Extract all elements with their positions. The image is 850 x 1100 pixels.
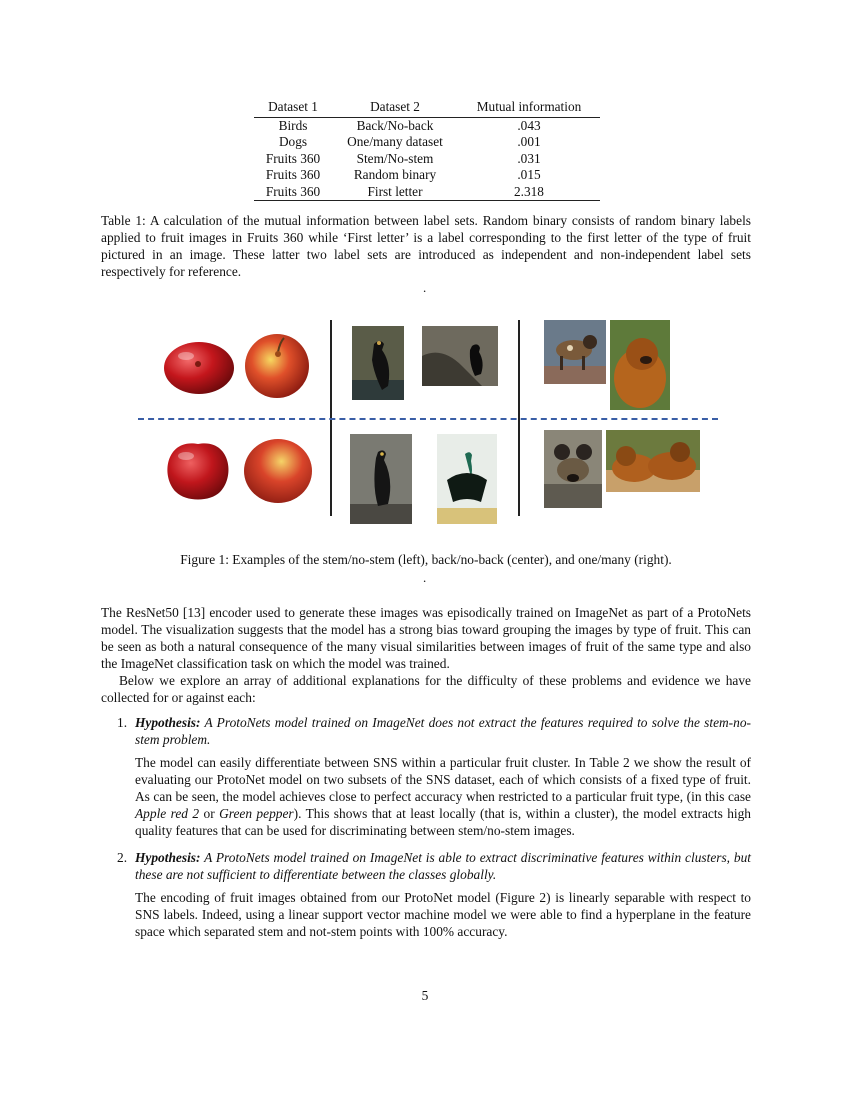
table-row bbox=[254, 184, 600, 201]
table-header-cell: Mutual information bbox=[476, 99, 582, 114]
hypothesis-label: Hypothesis: bbox=[135, 715, 201, 730]
bird-back-image-1 bbox=[352, 326, 404, 400]
table-cell: Back/No-back bbox=[356, 117, 434, 133]
text-run: ). This shows that at least locally (that is, within a cluster), the model extracts high quality features that can be used for discriminating between stem/no-stem images. bbox=[135, 806, 752, 838]
table-header-cell: Dataset 2 bbox=[370, 99, 420, 114]
table-cell: Dogs bbox=[278, 134, 308, 149]
apple-nostem-image-1 bbox=[160, 436, 236, 502]
table-cell: First letter bbox=[367, 183, 423, 199]
table-cell: Stem/No-stem bbox=[356, 150, 434, 166]
list-number: 1. bbox=[117, 715, 128, 730]
hypothesis-text: A ProtoNets model trained on ImageNet is able to extract discriminative features within clusters, but these are not sufficient to differentiate between the classes globally. bbox=[135, 850, 751, 882]
table-cell: Birds bbox=[278, 117, 308, 133]
mutual-information-table bbox=[254, 98, 600, 201]
figure-dashed-divider bbox=[138, 418, 718, 420]
table-cell: .001 bbox=[517, 134, 541, 149]
table-cell: Fruits 360 bbox=[265, 167, 321, 182]
hypothesis-evidence bbox=[135, 754, 751, 839]
apple-stem-image-1 bbox=[162, 338, 236, 396]
dog-one-image-2 bbox=[610, 320, 670, 410]
apple-nostem-image-2 bbox=[242, 436, 314, 506]
table-cell: .031 bbox=[517, 150, 541, 166]
emphasis: Green pepper bbox=[219, 806, 294, 821]
text-run: The model can easily differentiate between SNS within a particular fruit cluster. In Table 2 we show the result of evaluating our ProtoNet model on two subsets of the SNS dataset, each of which consists of a fixed type of fruit. As can be seen, the model achieves close to perfect accuracy when restricted to a particular fruit type, (in this case bbox=[135, 755, 751, 804]
dog-many-image-1 bbox=[544, 430, 602, 508]
body-text bbox=[101, 604, 751, 950]
table-header-cell: Dataset 1 bbox=[268, 99, 318, 114]
hypothesis-statement bbox=[135, 714, 751, 748]
paragraph: Below we explore an array of additional explanations for the difficulty of these problems and evidence we have collected for or against each: bbox=[101, 673, 751, 705]
separator-dot: . bbox=[423, 570, 427, 585]
bird-noback-image-1 bbox=[350, 434, 412, 524]
table-cell: .043 bbox=[517, 117, 541, 133]
table-cell: Random binary bbox=[353, 167, 437, 182]
table-cell: .015 bbox=[517, 167, 541, 182]
list-item bbox=[101, 714, 751, 839]
table-row bbox=[254, 134, 600, 151]
bird-back-image-2 bbox=[422, 326, 498, 386]
paragraph: The ResNet50 [13] encoder used to generate these images was episodically trained on ImageNet as part of a ProtoNets model. The visualization suggests that the model has a strong bias toward grouping the images by type of fruit. This can be seen as both a natural consequence of the many visual similarities between images of fruit of the same type and also the ImageNet classification task on which the model was trained. bbox=[101, 605, 751, 671]
list-number: 2. bbox=[117, 850, 128, 865]
figure-1 bbox=[130, 312, 720, 532]
hypothesis-list bbox=[101, 714, 751, 940]
table-row bbox=[254, 167, 600, 184]
table-row bbox=[254, 151, 600, 168]
separator-dot: . bbox=[423, 280, 427, 295]
emphasis: Apple red 2 bbox=[135, 806, 200, 821]
hypothesis-evidence: The encoding of fruit images obtained from our ProtoNet model (Figure 2) is linearly separable with respect to SNS labels. Indeed, using a linear support vector machine model we were able to find a hyperplane in the feature space which separated stem and not-stem points with 100% accuracy. bbox=[135, 890, 751, 939]
dog-one-image-1 bbox=[544, 320, 606, 384]
hypothesis-label: Hypothesis: bbox=[135, 850, 201, 865]
bird-noback-image-2 bbox=[437, 434, 497, 524]
table-cell: Fruits 360 bbox=[265, 183, 321, 199]
table-row bbox=[254, 117, 600, 134]
hypothesis-text: A ProtoNets model trained on ImageNet does not extract the features required to solve the stem-no-stem problem. bbox=[135, 715, 751, 747]
text-run: or bbox=[199, 806, 220, 821]
table-cell: One/many dataset bbox=[347, 134, 443, 149]
figure-caption: Figure 1: Examples of the stem/no-stem (left), back/no-back (center), and one/many (right). bbox=[180, 552, 672, 567]
table-caption: Table 1: A calculation of the mutual information between label sets. Random binary consists of random binary labels applied to fruit images in Fruits 360 while ‘First letter’ is a label corresponding to the first letter of the type of fruit pictured in an image. These latter two label sets are introduced as independent and non-independent label sets respectively for reference. bbox=[101, 213, 751, 279]
table-cell: 2.318 bbox=[514, 183, 544, 199]
apple-stem-image-2 bbox=[242, 330, 312, 400]
dog-many-image-2 bbox=[606, 430, 700, 492]
list-item bbox=[101, 849, 751, 940]
hypothesis-statement bbox=[135, 849, 751, 883]
table-cell: Fruits 360 bbox=[265, 150, 321, 166]
page-number: 5 bbox=[421, 988, 429, 1003]
table-header-row bbox=[254, 98, 600, 117]
